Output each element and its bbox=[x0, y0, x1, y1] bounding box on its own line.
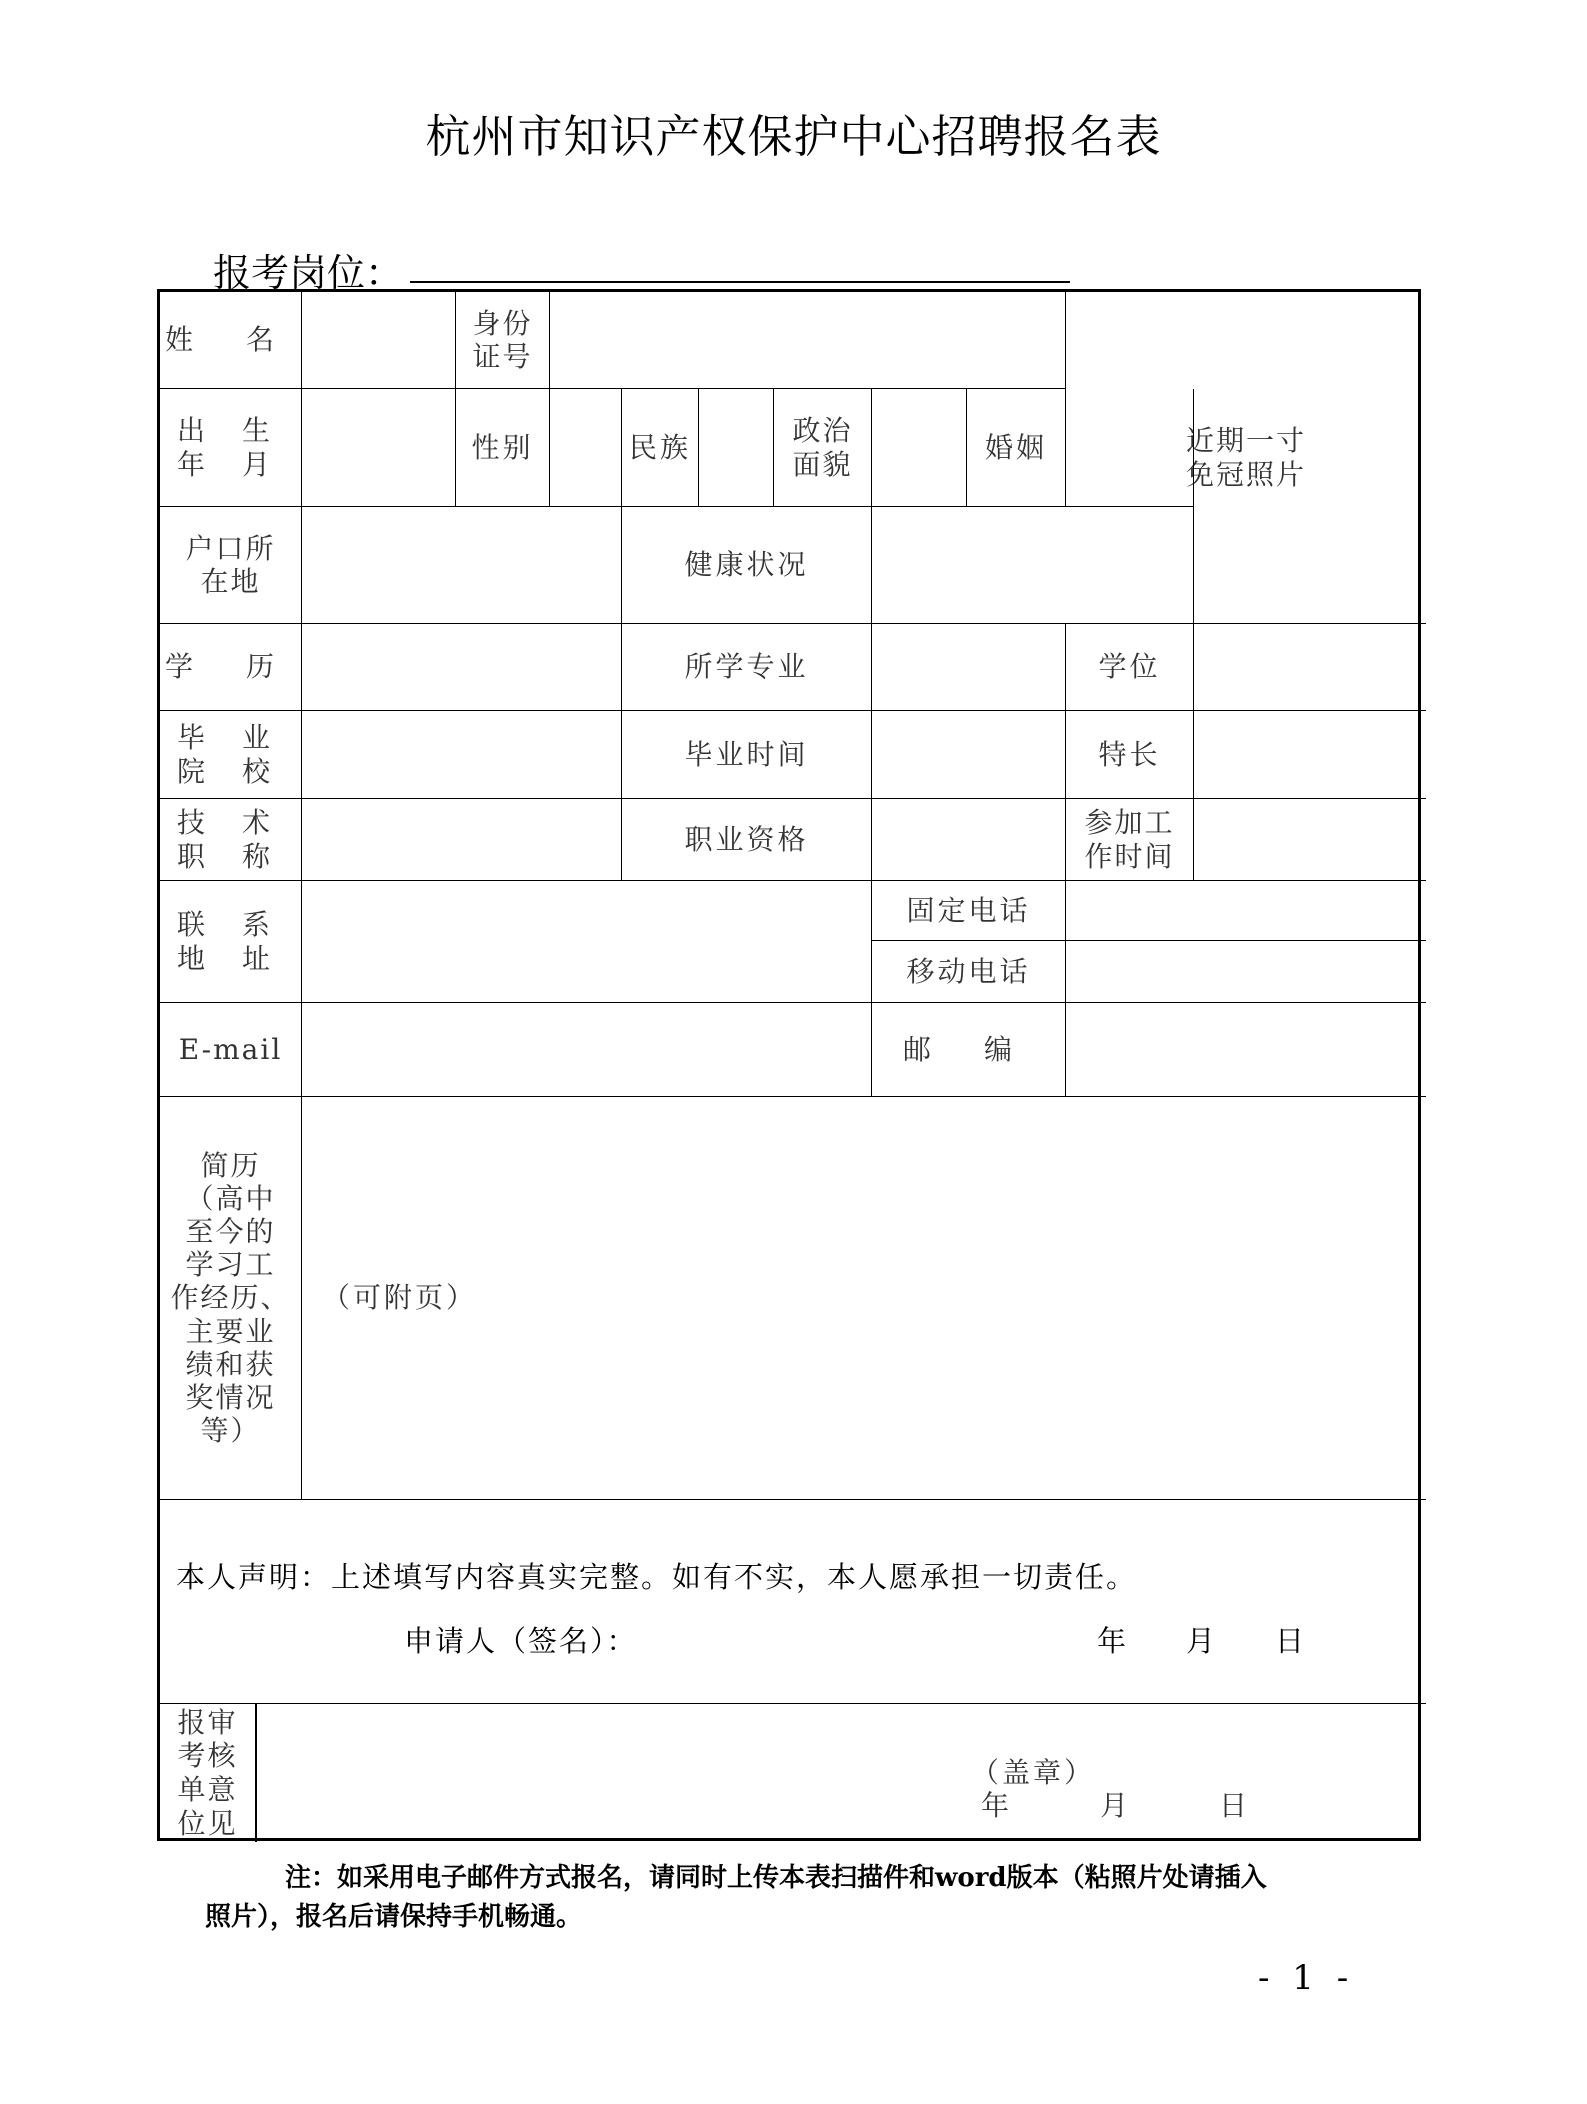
hukou-label bbox=[160, 507, 302, 624]
political-label bbox=[774, 389, 872, 507]
resume-label-line: 等） bbox=[200, 1413, 261, 1447]
applicant-signature-label: 申请人（签名）： bbox=[404, 1624, 638, 1659]
id-number-label-line: 证号 bbox=[472, 340, 533, 373]
work-start-label-line: 作时间 bbox=[1084, 839, 1175, 873]
photo-label-line: 近期一寸 bbox=[1185, 424, 1306, 458]
title-tech-field[interactable] bbox=[302, 799, 622, 881]
name-label: 姓 名 bbox=[160, 292, 302, 389]
title-tech-label bbox=[160, 799, 302, 881]
resume-note: （可附页） bbox=[322, 1281, 478, 1315]
hukou-label-line: 在地 bbox=[200, 565, 261, 598]
ethnicity-field[interactable] bbox=[699, 389, 774, 507]
resume-label-line: 学习工 bbox=[185, 1248, 276, 1282]
school-label bbox=[160, 711, 302, 799]
title-tech-label-line: 技 术 bbox=[177, 806, 284, 840]
grad-time-field[interactable] bbox=[872, 711, 1066, 799]
review-label-line: 位见 bbox=[177, 1806, 238, 1840]
health-label: 健康状况 bbox=[622, 507, 872, 624]
declaration-text: 本人声明：上述填写内容真实完整。如有不实，本人愿承担一切责任。 bbox=[176, 1560, 1138, 1594]
birth-field[interactable] bbox=[302, 389, 456, 507]
resume-label-line: 作经历、 bbox=[170, 1281, 291, 1315]
email-label: E-mail bbox=[160, 1003, 302, 1097]
major-label: 所学专业 bbox=[622, 624, 872, 711]
resume-field[interactable] bbox=[302, 1097, 1426, 1500]
resume-label-line: 简历 bbox=[200, 1149, 261, 1183]
application-form-table bbox=[157, 289, 1421, 1841]
hukou-field[interactable] bbox=[302, 507, 622, 624]
specialty-label: 特长 bbox=[1066, 711, 1194, 799]
page-number: - 1 - bbox=[1258, 1958, 1355, 1998]
hukou-label-line: 户口所 bbox=[185, 531, 276, 565]
resume-label-line: 绩和获 bbox=[185, 1347, 276, 1381]
landline-label: 固定电话 bbox=[872, 881, 1066, 941]
position-label: 报考岗位： bbox=[213, 251, 404, 295]
political-label-line: 政治 bbox=[792, 414, 853, 448]
degree-field[interactable] bbox=[1194, 624, 1426, 711]
id-number-field[interactable] bbox=[550, 292, 1066, 389]
declaration-day-label: 日 bbox=[1274, 1624, 1306, 1659]
postcode-label: 邮 编 bbox=[872, 1003, 1066, 1097]
mobile-field[interactable] bbox=[1066, 941, 1426, 1003]
resume-label-line: 奖情况 bbox=[185, 1380, 276, 1414]
review-label bbox=[160, 1704, 256, 1842]
health-field[interactable] bbox=[872, 507, 1194, 624]
signature-line bbox=[176, 1624, 1426, 1658]
major-field[interactable] bbox=[872, 624, 1066, 711]
name-field[interactable] bbox=[302, 292, 456, 389]
resume-label bbox=[160, 1097, 302, 1500]
address-label bbox=[160, 881, 302, 1003]
photo-label-line: 免冠照片 bbox=[1185, 457, 1306, 491]
education-field[interactable] bbox=[302, 624, 622, 711]
review-date bbox=[981, 1789, 1250, 1822]
qualification-label: 职业资格 bbox=[622, 799, 872, 881]
work-start-label bbox=[1066, 799, 1194, 881]
declaration-section bbox=[160, 1500, 1426, 1704]
review-label-line: 考核 bbox=[177, 1739, 238, 1773]
seal-label: （盖章） bbox=[971, 1755, 1096, 1789]
school-field[interactable] bbox=[302, 711, 622, 799]
address-label-line: 地 址 bbox=[177, 941, 284, 975]
marital-label: 婚姻 bbox=[967, 389, 1066, 507]
declaration-date bbox=[1097, 1624, 1306, 1658]
birth-label-line: 出 生 bbox=[177, 414, 284, 448]
title-tech-label-line: 职 称 bbox=[177, 839, 284, 873]
specialty-field[interactable] bbox=[1194, 711, 1426, 799]
school-label-line: 毕 业 bbox=[177, 721, 284, 755]
birth-label bbox=[160, 389, 302, 507]
review-year-label: 年 bbox=[981, 1788, 1013, 1822]
school-label-line: 院 校 bbox=[177, 754, 284, 788]
declaration-month-label: 月 bbox=[1185, 1624, 1217, 1659]
birth-label-line: 年 月 bbox=[177, 447, 284, 481]
education-label: 学 历 bbox=[160, 624, 302, 711]
review-day-label: 日 bbox=[1219, 1788, 1251, 1822]
resume-label-line: 至今的 bbox=[185, 1215, 276, 1249]
email-field[interactable] bbox=[302, 1003, 872, 1097]
degree-label: 学位 bbox=[1066, 624, 1194, 711]
work-start-label-line: 参加工 bbox=[1084, 806, 1175, 840]
footnote: 注：如采用电子邮件方式报名，请同时上传本表扫描件和word版本（粘照片处请插入照片），报名后请保持手机畅通。 bbox=[205, 1863, 1267, 1932]
declaration-year-label: 年 bbox=[1096, 1624, 1128, 1659]
address-label-line: 联 系 bbox=[177, 908, 284, 942]
ethnicity-label: 民族 bbox=[622, 389, 699, 507]
marital-field[interactable] bbox=[1066, 389, 1194, 507]
review-month-label: 月 bbox=[1100, 1788, 1132, 1822]
gender-label: 性别 bbox=[456, 389, 550, 507]
resume-label-line: 主要业 bbox=[185, 1314, 276, 1348]
id-number-label-line: 身份 bbox=[472, 306, 533, 340]
review-label-line: 单意 bbox=[177, 1773, 238, 1806]
work-start-field[interactable] bbox=[1194, 799, 1426, 881]
review-label-line: 报审 bbox=[177, 1705, 238, 1739]
gender-field[interactable] bbox=[550, 389, 622, 507]
grad-time-label: 毕业时间 bbox=[622, 711, 872, 799]
landline-field[interactable] bbox=[1066, 881, 1426, 941]
postcode-field[interactable] bbox=[1066, 1003, 1426, 1097]
id-number-label bbox=[456, 292, 550, 389]
political-field[interactable] bbox=[872, 389, 967, 507]
position-input-line[interactable] bbox=[410, 281, 1070, 283]
review-field[interactable] bbox=[256, 1704, 1426, 1842]
political-label-line: 面貌 bbox=[792, 447, 853, 481]
qualification-field[interactable] bbox=[872, 799, 1066, 881]
address-field[interactable] bbox=[302, 881, 872, 1003]
form-title: 杭州市知识产权保护中心招聘报名表 bbox=[425, 110, 1162, 163]
resume-label-line: （高中 bbox=[185, 1182, 276, 1216]
mobile-label: 移动电话 bbox=[872, 941, 1066, 1003]
